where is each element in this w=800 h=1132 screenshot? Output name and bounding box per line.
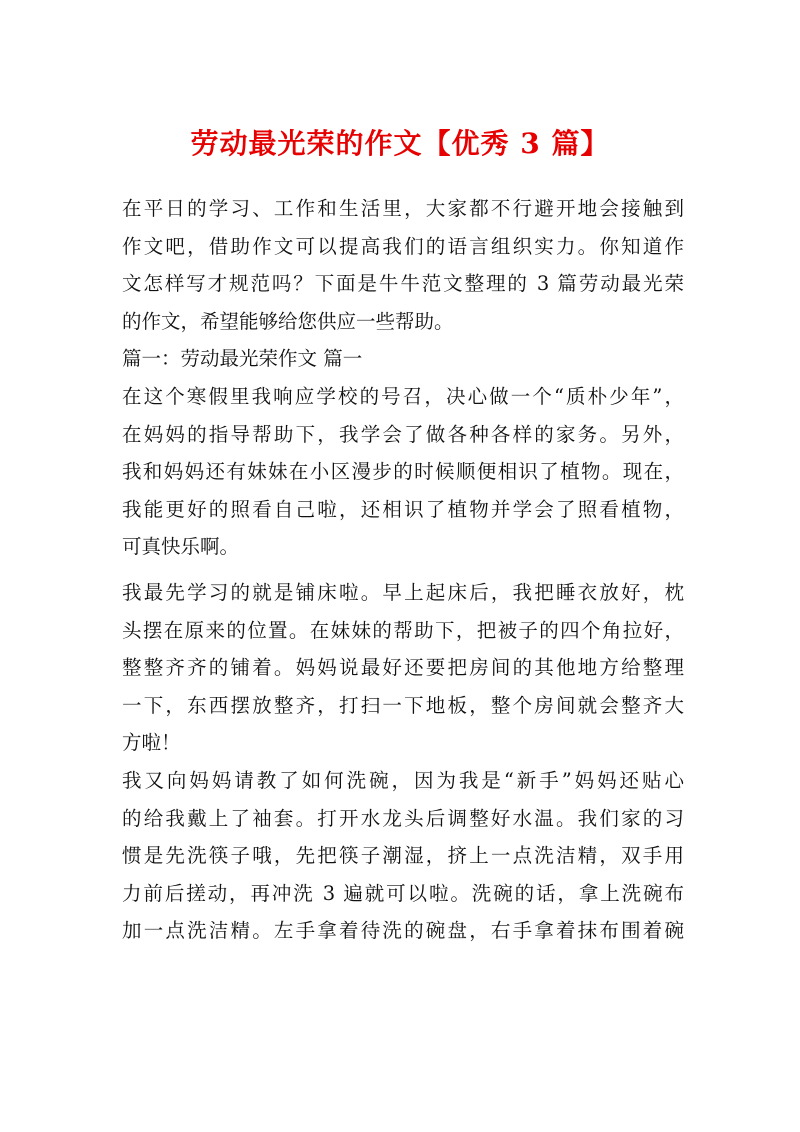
text-line: 文怎样写才规范吗？下面是牛牛范文整理的 3 篇劳动最光荣 xyxy=(122,272,684,296)
intro-paragraph xyxy=(122,190,684,340)
text-line: 在这个寒假里我响应学校的号召，决心做一个“质朴少年”， xyxy=(122,384,684,408)
paragraph-2 xyxy=(122,574,684,762)
text-line: 我和妈妈还有妹妹在小区漫步的时候顺便相识了植物。现在， xyxy=(122,460,684,484)
paragraph-1 xyxy=(122,378,684,566)
text-line: 在平日的学习、工作和生活里，大家都不行避开地会接触到 xyxy=(122,197,684,220)
text-line: 加一点洗洁精。左手拿着待洗的碗盘，右手拿着抹布围着碗 xyxy=(122,919,684,943)
text-line: 我最先学习的就是铺床啦。早上起床后，我把睡衣放好，枕 xyxy=(122,580,684,604)
document-body xyxy=(122,190,684,950)
text-line: 我能更好的照看自己啦，还相识了植物并学会了照看植物， xyxy=(122,497,684,521)
text-line: 的作文，希望能够给您供应一些帮助。 xyxy=(122,309,454,333)
text-line: 我又向妈妈请教了如何洗碗，因为我是“新手”妈妈还贴心 xyxy=(122,768,684,792)
text-line: 力前后搓动，再冲洗 3 遍就可以啦。洗碗的话，拿上洗碗布 xyxy=(122,881,684,905)
document-title: 劳动最光荣的作文【优秀 3 篇】 xyxy=(190,127,610,160)
paragraph-3 xyxy=(122,762,684,950)
text-line: 在妈妈的指导帮助下，我学会了做各种各样的家务。另外， xyxy=(122,422,684,446)
section-heading: 篇一：劳动最光荣作文 篇一 xyxy=(122,347,363,371)
text-line: 可真快乐啊。 xyxy=(122,535,240,559)
text-line: 一下，东西摆放整齐，打扫一下地板，整个房间就会整齐大 xyxy=(122,693,684,717)
paragraph-gap xyxy=(122,566,684,574)
text-line: 的给我戴上了袖套。打开水龙头后调整好水温。我们家的习 xyxy=(122,806,684,830)
text-line: 头摆在原来的位置。在妹妹的帮助下，把被子的四个角拉好， xyxy=(122,618,684,642)
text-line: 整整齐齐的铺着。妈妈说最好还要把房间的其他地方给整理 xyxy=(122,656,684,680)
text-line: 作文吧，借助作文可以提高我们的语言组织实力。你知道作 xyxy=(122,234,684,258)
text-line: 惯是先洗筷子哦，先把筷子潮湿，挤上一点洗洁精，双手用 xyxy=(122,844,684,868)
text-line: 方啦！ xyxy=(122,731,181,755)
